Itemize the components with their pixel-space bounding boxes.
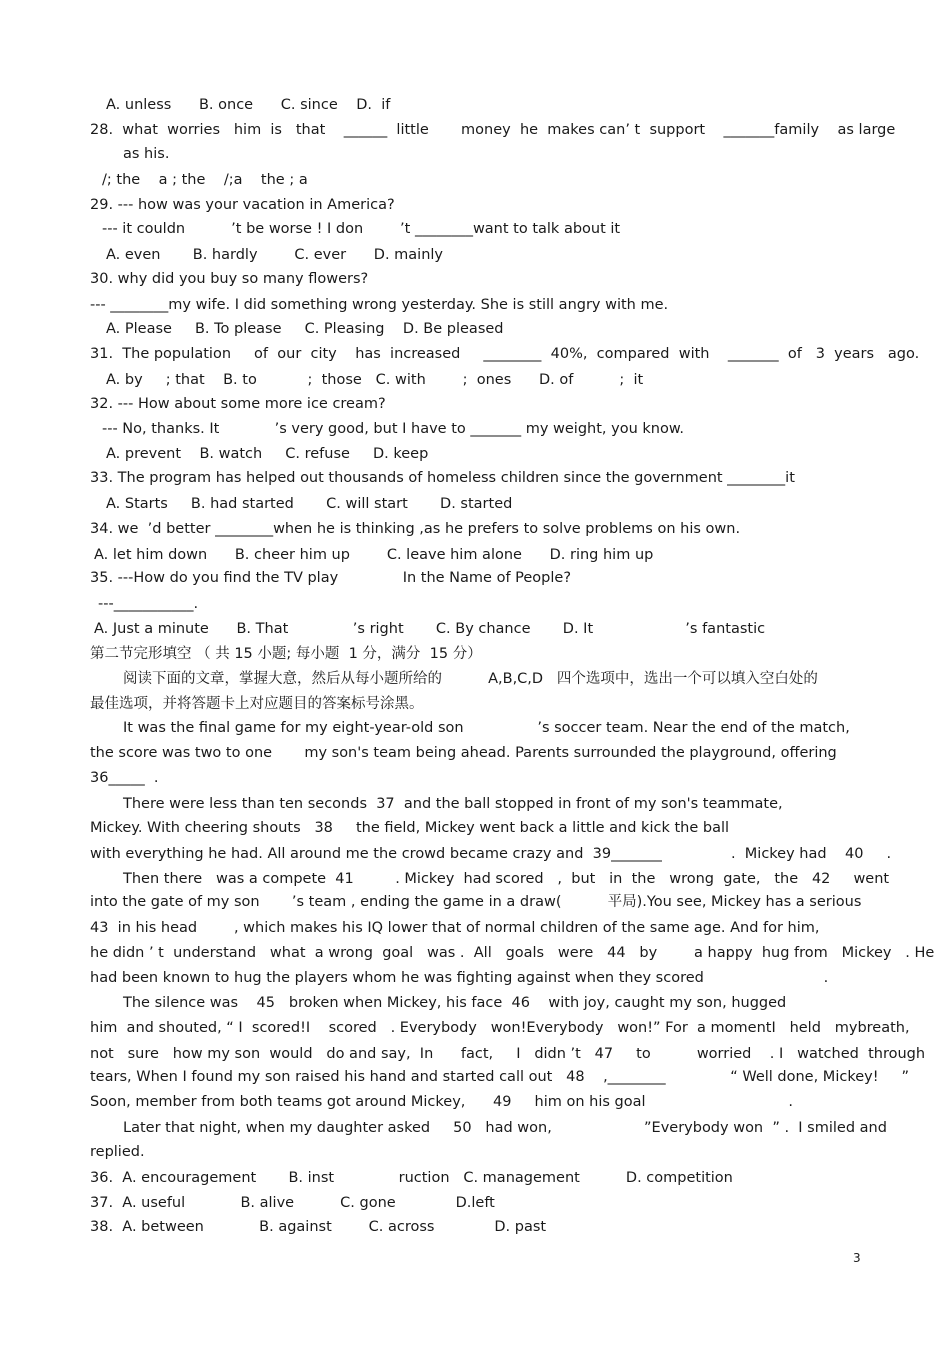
passage-line: into the gate of my son ’s team , ending the game in a draw( 平局).You see, Mickey has a serious — [90, 894, 862, 910]
q35-options: A. Just a minute B. That ’s right C. By chance D. It ’s fantastic — [94, 621, 766, 637]
q30-options: A. Please B. To please C. Pleasing D. Be pleased — [106, 321, 504, 337]
page-number: 3 — [853, 1251, 861, 1265]
q27-options: A. unless B. once C. since D. if — [106, 97, 391, 113]
passage-line: Soon, member from both teams got around Mickey, 49 him on his goal . — [90, 1094, 794, 1110]
q30-stem: 30. why did you buy so many flowers? — [90, 271, 369, 287]
passage-line: replied. — [90, 1144, 145, 1160]
q31-stem: 31. The population of our city has increased ________ 40%, compared with _______ of 3 years ago. — [90, 346, 920, 362]
q37-options: 37. A. useful B. alive C. gone D.left — [90, 1195, 495, 1211]
q29-reply: --- it couldn ’t be worse ! I don ’t ________want to talk about it — [102, 221, 621, 237]
q32-options: A. prevent B. watch C. refuse D. keep — [106, 446, 429, 462]
q29-stem: 29. --- how was your vacation in America? — [90, 197, 395, 213]
instructions-line-2: 最佳选项，并将答题卡上对应题目的答案标号涂黑。 — [90, 696, 424, 712]
passage-line: with everything he had. All around me the crowd became crazy and 39_______ . Mickey had 40 . — [90, 846, 892, 862]
q28-stem-cont: as his. — [123, 146, 170, 162]
q34-options: A. let him down B. cheer him up C. leave him alone D. ring him up — [94, 547, 654, 563]
q32-reply: --- No, thanks. It ’s very good, but I have to _______ my weight, you know. — [102, 421, 684, 437]
q35-reply: ---___________. — [98, 596, 199, 612]
passage-line: him and shouted, “ I scored!I scored . Everybody won!Everybody won!” For a momentI held mybreath, — [90, 1020, 910, 1036]
passage-line: It was the final game for my eight-year-old son ’s soccer team. Near the end of the match, — [123, 720, 850, 736]
passage-line: 36_____ . — [90, 770, 159, 786]
q30-reply: --- ________my wife. I did something wrong yesterday. She is still angry with me. — [90, 297, 669, 313]
passage-line: tears, When I found my son raised his hand and started call out 48 ,________ “ Well done, Mickey! ” — [90, 1069, 910, 1085]
passage-line: had been known to hug the players whom he was fighting against when they scored . — [90, 970, 829, 986]
q38-options: 38. A. between B. against C. across D. past — [90, 1219, 547, 1235]
q33-stem: 33. The program has helped out thousands of homeless children since the government ________it — [90, 470, 795, 486]
passage-line: 43 in his head , which makes his IQ lower that of normal children of the same age. And for him, — [90, 920, 820, 936]
q28-options: /; the a ; the /;a the ; a — [102, 172, 308, 188]
q29-options: A. even B. hardly C. ever D. mainly — [106, 247, 443, 263]
passage-line: Later that night, when my daughter asked 50 had won, ”Everybody won ” . I smiled and — [123, 1120, 887, 1136]
instructions-line-1: 阅读下面的文章，掌握大意，然后从每小题所给的 A,B,C,D 四个选项中，选出一个可以填入空白处的 — [123, 671, 818, 687]
passage-line: Then there was a compete 41 . Mickey had scored , but in the wrong gate, the 42 went — [123, 871, 890, 887]
section-heading: 第二节完形填空 （ 共 15 小题; 每小题 1 分，满分 15 分） — [90, 646, 482, 662]
q35-stem: 35. ---How do you find the TV play In the Name of People? — [90, 570, 572, 586]
q36-options: 36. A. encouragement B. inst ruction C. management D. competition — [90, 1170, 733, 1186]
q28-stem: 28. what worries him is that ______ little money he makes can’ t support _______family as large — [90, 122, 896, 138]
passage-line: the score was two to one my son's team being ahead. Parents surrounded the playground, offering — [90, 745, 837, 761]
passage-line: The silence was 45 broken when Mickey, his face 46 with joy, caught my son, hugged — [123, 995, 787, 1011]
q32-stem: 32. --- How about some more ice cream? — [90, 396, 386, 412]
q34-stem: 34. we ’d better ________when he is thinking ,as he prefers to solve problems on his own. — [90, 521, 741, 537]
passage-line: Mickey. With cheering shouts 38 the field, Mickey went back a little and kick the ball — [90, 820, 730, 836]
passage-line: There were less than ten seconds 37 and the ball stopped in front of my son's teammate, — [123, 796, 783, 812]
q31-options: A. by ; that B. to ; those C. with ; ones D. of ; it — [106, 372, 644, 388]
q33-options: A. Starts B. had started C. will start D. started — [106, 496, 513, 512]
passage-line: not sure how my son would do and say, In fact, I didn ’t 47 to worried . I watched through — [90, 1046, 926, 1062]
passage-line: he didn ’ t understand what a wrong goal was . All goals were 44 by a happy hug from Mickey . He — [90, 945, 935, 961]
